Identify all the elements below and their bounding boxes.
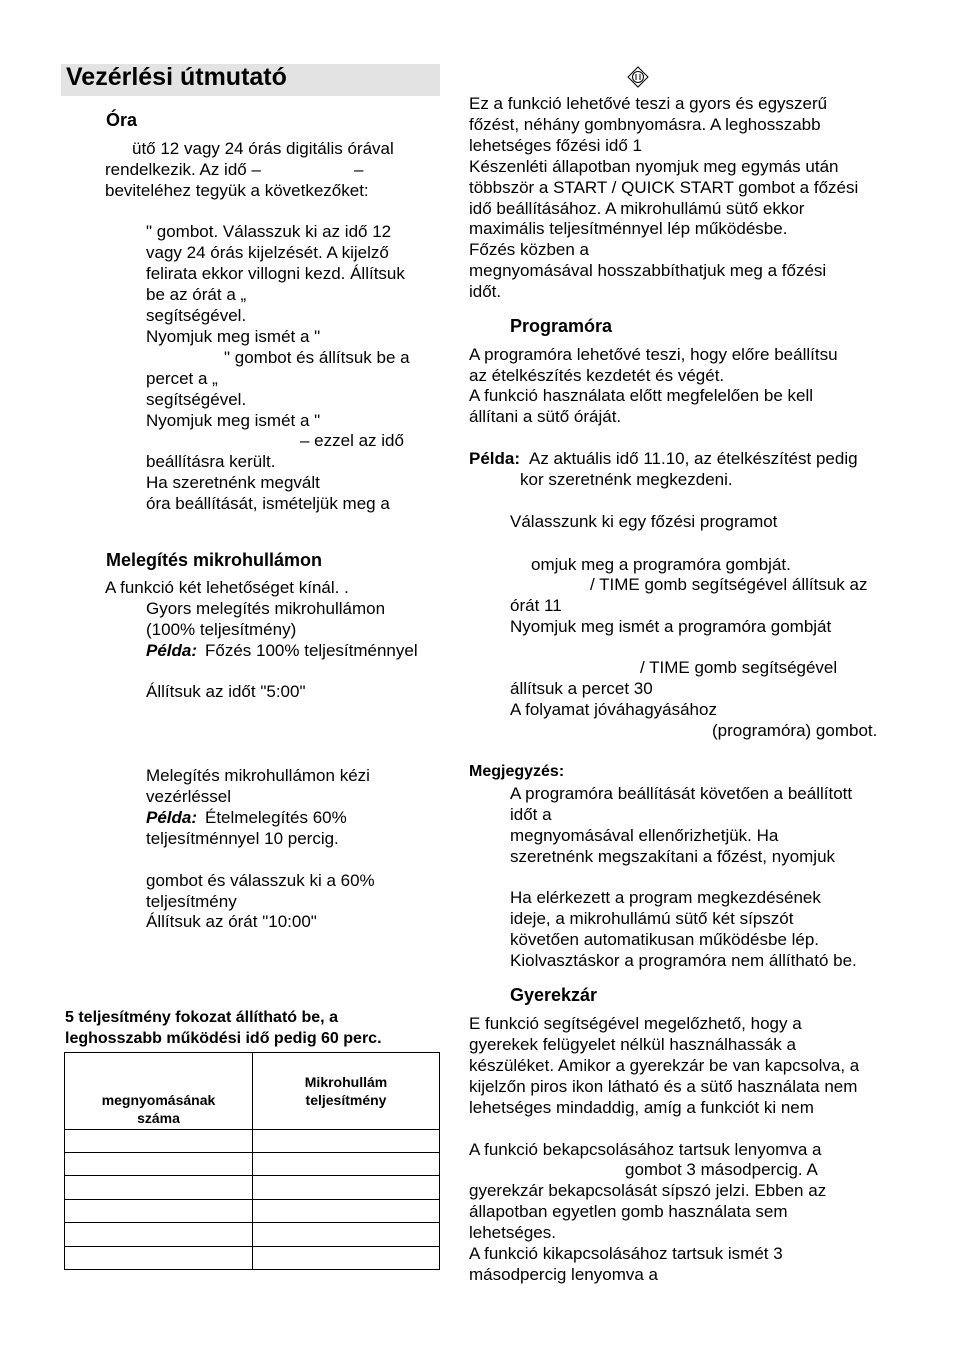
intro-line: időt. xyxy=(469,282,502,301)
example-label: Példa: xyxy=(469,449,521,468)
table-header-power xyxy=(253,1073,439,1109)
melegites-line: Ételmelegítés 60% xyxy=(205,808,347,827)
example-line: kor szeretnénk megkezdeni. xyxy=(520,470,733,489)
intro-line: Készenléti állapotban nyomjuk meg egymás után xyxy=(469,157,839,176)
programora-line: az ételkészítés kezdetét és végét. xyxy=(469,366,725,385)
ora-line: – xyxy=(354,160,364,179)
intro-line: Ez a funkció lehetővé teszi a gyors és egyszerű xyxy=(469,94,828,113)
melegites-line: Állítsuk az órát "10:00" xyxy=(146,912,317,931)
ora-line: – ezzel az idő xyxy=(300,431,404,450)
programora-step: / TIME gomb segítségével xyxy=(640,658,838,677)
table-header-line: Mikrohullám xyxy=(304,1074,388,1090)
power-table xyxy=(64,1052,440,1270)
melegites-line: Állítsuk az időt "5:00" xyxy=(146,682,306,701)
page-title: Vezérlési útmutató xyxy=(66,63,287,91)
ora-line: percet a „ xyxy=(146,369,218,388)
table-row-divider xyxy=(65,1129,439,1130)
megjegyzes-line: ideje, a mikrohullámú sütő két sípszót xyxy=(510,909,794,928)
ora-line: vagy 24 órás kijelzését. A kijelző xyxy=(146,243,389,262)
programora-line: állítani a sütő óráját. xyxy=(469,407,622,426)
melegites-line: teljesítménnyel 10 percig. xyxy=(146,829,339,848)
programora-step: Nyomjuk meg ismét a programóra gombját xyxy=(510,617,832,636)
melegites-line: (100% teljesítmény) xyxy=(146,620,297,639)
programora-step: állítsuk a percet 30 xyxy=(510,679,653,698)
ora-line: rendelkezik. Az idő – xyxy=(105,160,261,179)
quick-start-icon xyxy=(627,66,649,88)
table-header-line: száma xyxy=(137,1110,180,1126)
section-heading-gyerekzar: Gyerekzár xyxy=(510,985,598,1005)
ora-line: felirata ekkor villogni kezd. Állítsuk xyxy=(146,264,405,283)
gyerekzar-line: E funkció segítségével megelőzhető, hogy a xyxy=(469,1014,802,1033)
megjegyzes-line: Ha elérkezett a program megkezdésének xyxy=(510,888,821,907)
table-row-divider xyxy=(65,1222,439,1223)
intro-line: maximális teljesítménnyel lép működésbe. xyxy=(469,219,788,238)
megjegyzes-line: időt a xyxy=(510,805,552,824)
gyerekzar-line: kijelzőn piros ikon látható és a sütő használata nem xyxy=(469,1077,858,1096)
intro-line: főzést, néhány gombnyomásra. A leghosszabb xyxy=(469,115,821,134)
table-header-presses xyxy=(65,1091,252,1127)
ora-line: be az órát a „ xyxy=(146,285,247,304)
gyerekzar-line: gyerekzár bekapcsolását sípszó jelzi. Ebben az xyxy=(469,1181,827,1200)
ora-line: segítségével. xyxy=(146,390,247,409)
table-row-divider xyxy=(65,1175,439,1176)
intro-line: idő beállításához. A mikrohullámú sütő ekkor xyxy=(469,199,805,218)
programora-step: / TIME gomb segítségével állítsuk az xyxy=(590,575,868,594)
programora-step: órát 11 xyxy=(510,596,562,615)
example-line: Az aktuális idő 11.10, az ételkészítést pedig xyxy=(529,449,858,468)
melegites-line: vezérléssel xyxy=(146,787,232,806)
ora-line: Ha szeretnénk megvált xyxy=(146,473,320,492)
power-note-line: leghosszabb működési idő pedig 60 perc. xyxy=(65,1030,382,1047)
melegites-line: Főzés 100% teljesítménnyel xyxy=(205,641,418,660)
ora-line: beállításra került. xyxy=(146,452,276,471)
gyerekzar-line: másodpercig lenyomva a xyxy=(469,1265,658,1284)
gyerekzar-line: lehetséges. xyxy=(469,1223,556,1242)
table-row-divider xyxy=(65,1199,439,1200)
megjegyzes-line: megnyomásával ellenőrizhetjük. Ha xyxy=(510,826,779,845)
gyerekzar-line: gombot 3 másodpercig. A xyxy=(625,1160,818,1179)
intro-line: megnyomásával hosszabbíthatjuk meg a főzési xyxy=(469,261,827,280)
intro-line: többször a START / QUICK START gombot a főzési xyxy=(469,178,859,197)
table-row-divider xyxy=(65,1246,439,1247)
megjegyzes-line: Kiolvasztáskor a programóra nem állítható be. xyxy=(510,951,857,970)
section-heading-ora: Óra xyxy=(106,110,138,130)
section-heading-megjegyzes: Megjegyzés: xyxy=(469,763,565,780)
ora-line: óra beállítását, ismételjük meg a xyxy=(146,494,390,513)
programora-step: A folyamat jóváhagyásához xyxy=(510,700,717,719)
intro-line: lehetséges főzési idő 1 xyxy=(469,136,642,155)
melegites-intro: A funkció két lehetőséget kínál. . xyxy=(105,578,349,597)
megjegyzes-line: A programóra beállítását követően a beállított xyxy=(510,784,853,803)
table-header-line: megnyomásának xyxy=(101,1092,216,1108)
gyerekzar-line: A funkció kikapcsolásához tartsuk ismét 3 xyxy=(469,1244,783,1263)
table-row-divider xyxy=(65,1152,439,1153)
power-note-line: 5 teljesítmény fokozat állítható be, a xyxy=(65,1009,338,1026)
ora-line: segítségével. xyxy=(146,306,247,325)
melegites-line: gombot és válasszuk ki a 60% xyxy=(146,871,375,890)
programora-line: A funkció használata előtt megfelelően be kell xyxy=(469,386,814,405)
section-heading-programora: Programóra xyxy=(510,316,613,336)
gyerekzar-line: lehetséges mindaddig, amíg a funkciót ki nem xyxy=(469,1098,814,1117)
section-heading-melegites: Melegítés mikrohullámon xyxy=(106,550,323,570)
gyerekzar-line: A funkció bekapcsolásához tartsuk lenyomva a xyxy=(469,1140,822,1159)
gyerekzar-line: készüléket. Amikor a gyerekzár be van kapcsolva, a xyxy=(469,1056,860,1075)
megjegyzes-line: szeretnénk megszakítani a főzést, nyomjuk xyxy=(510,847,836,866)
ora-line: " gombot. Válasszuk ki az idő 12 xyxy=(146,222,392,241)
megjegyzes-line: követően automatikusan működésbe lép. xyxy=(510,930,820,949)
table-header-line: teljesítmény xyxy=(305,1092,387,1108)
gyerekzar-line: állapotban egyetlen gomb használata sem xyxy=(469,1202,788,1221)
example-label: Példa: xyxy=(146,808,198,827)
melegites-line: Gyors melegítés mikrohullámon xyxy=(146,599,386,618)
programora-step: (programóra) gombot. xyxy=(712,721,878,740)
ora-line: Nyomjuk meg ismét a " xyxy=(146,411,321,430)
ora-line: beviteléhez tegyük a következőket: xyxy=(105,181,369,200)
melegites-line: teljesítmény xyxy=(146,892,237,911)
ora-line: ütő 12 vagy 24 órás digitális órával xyxy=(132,139,394,158)
programora-step: Válasszunk ki egy főzési programot xyxy=(510,512,778,531)
intro-line: Főzés közben a xyxy=(469,240,590,259)
ora-line: Nyomjuk meg ismét a " xyxy=(146,327,321,346)
programora-line: A programóra lehetővé teszi, hogy előre beállítsu xyxy=(469,345,838,364)
example-label: Példa: xyxy=(146,641,198,660)
gyerekzar-line: gyerekek felügyelet nélkül használhassák a xyxy=(469,1035,796,1054)
ora-line: " gombot és állítsuk be a xyxy=(224,348,410,367)
melegites-line: Melegítés mikrohullámon kézi xyxy=(146,766,370,785)
programora-step: omjuk meg a programóra gombját. xyxy=(531,555,791,574)
